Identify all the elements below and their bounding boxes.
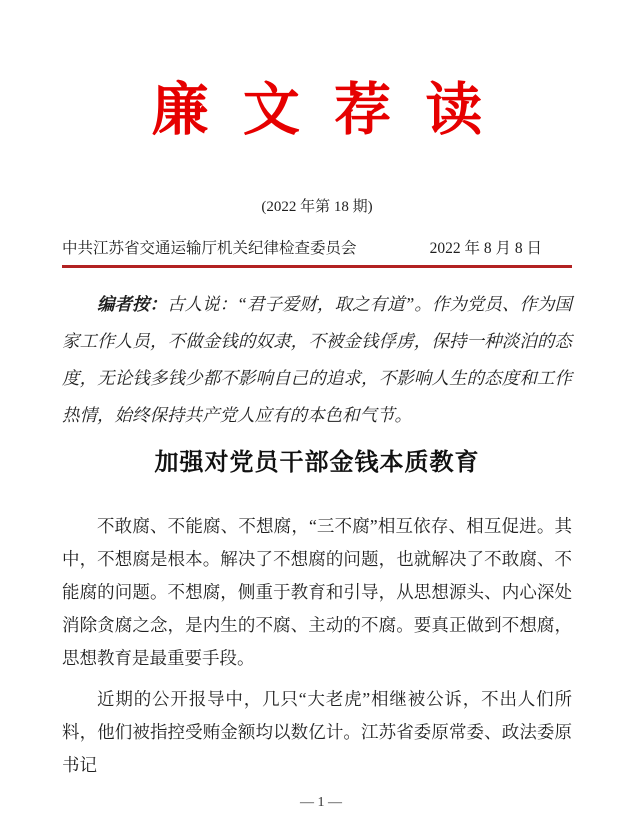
issuer-row (62, 238, 572, 260)
article-paragraph: 近期的公开报导中，几只“大老虎”相继被公诉，不出人们所料，他们被指控受贿金额均以数亿计。江苏省委原常委、政法委原书记 (62, 689, 572, 775)
page-number: — 1 — (300, 795, 342, 810)
issuing-organization: 中共江苏省交通运输厅机关纪律检查委员会 (62, 240, 357, 257)
article-paragraph: 不敢腐、不能腐、不想腐，“三不腐”相互依存、相互促进。其中，不想腐是根本。解决了不想腐的问题，也就解决了不敢腐、不能腐的问题。不想腐，侧重于教育和引导，从思想源头、内心深处消除贪腐之念，是内生的不腐、主动的不腐。要真正做到不想腐，思想教育是最重要手段。 (62, 516, 572, 668)
issue-date: 2022 年 8 月 8 日 (429, 240, 542, 257)
article-body (62, 510, 572, 782)
header-divider-rule (62, 265, 572, 268)
editor-note (62, 286, 572, 434)
page-content (0, 75, 642, 782)
editor-note-label: 编者按： (97, 294, 168, 314)
article-title: 加强对党员干部金钱本质教育 (154, 450, 480, 476)
editor-note-text: 古人说：“君子爱财，取之有道”。作为党员、作为国家工作人员，不做金钱的奴隶，不被金钱俘虏，保持一种淡泊的态度，无论钱多钱少都不影响自己的追求，不影响人生的态度和工作热情，始终保持共产党人应有的本色和气节。 (62, 294, 573, 425)
masthead-title: 廉 文 荐 读 (151, 79, 483, 142)
issue-number: (2022 年第 18 期) (261, 199, 373, 215)
